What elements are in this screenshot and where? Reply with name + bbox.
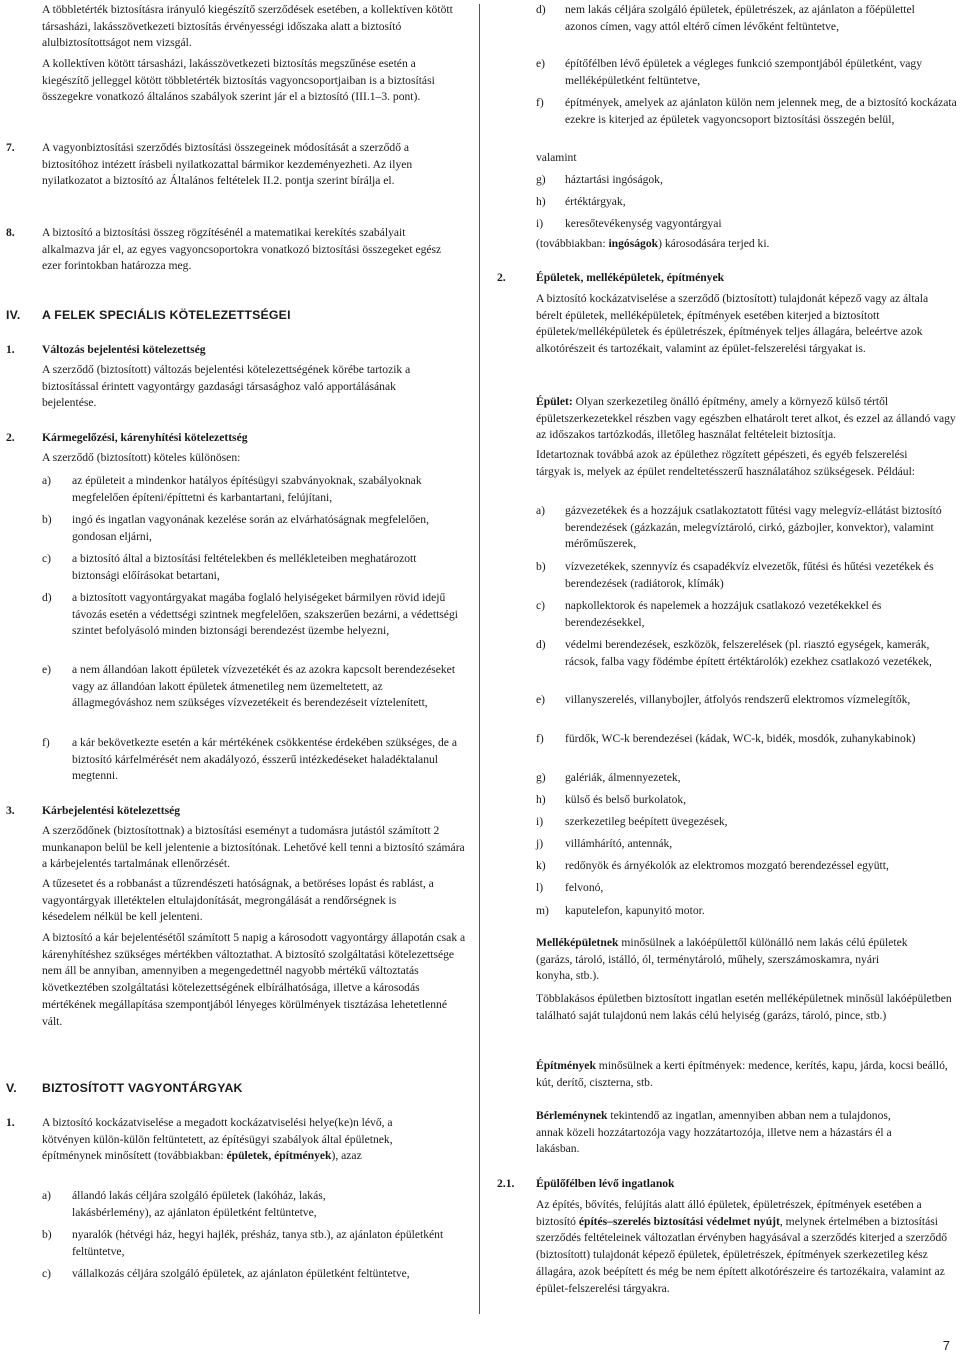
intro-paragraph-2: A kollektíven kötött társasházi, lakásszövetkezeti biztosítás megszűnése esetén a kiegészítő jelleggel kötött többletérték biztosítás vagyoncsoportjaiban is a biztosítási összegekre vonatkozó általános szabályok szerint jár el a biztosító (III.1–3. pont). [42,57,435,104]
list-item-text: háztartási ingóságok, [565,173,663,186]
list-item-letter: i) [536,815,544,828]
list-item-letter: e) [536,57,546,70]
list-item-text: állandó lakás céljára szolgáló épületek (lakóház, lakás, lakásbérlemény), az ajánlaton épületként feltüntetve, [72,1189,326,1219]
r-section-2-title: Épületek, melléképületek, építmények [536,271,725,284]
list-item-letter: h) [536,195,546,208]
valamint-text: valamint [536,151,577,164]
item-7-text: A vagyonbiztosítási szerződés biztosítási összegeinek módosítását a szerződő a biztosítóhoz intézett írásbeli nyilatkozattal bármikor kezdeményezheti. Az ilyen nyilatkozatot a biztosító az Általános feltételek II.2. pontja szerint bírálja el. [42,141,413,188]
section-3-paragraph-3: A biztosító a kár bejelentésétől számított 5 napig a károsodott vagyontárgy állapotán csak a kárenyhítéshez szükséges mértékben változtathat. A biztosító szolgáltatási kötelezettsége nem áll be annyiban, amennyiben a megengedettnél nagyobb mértékű változtatás következtében szolgáltatási kötelezettségének elbírálhatósága, illetve a károsodás mértékének megállapítása szempontjából lényeges körülmények tisztázása lehetetlenné vált. [42,931,466,1028]
list-item-text: ingó és ingatlan vagyonának kezelése során az elvárhatóságnak megfelelően, gondosan eljárni, [72,513,430,543]
list-item-letter: d) [536,3,546,16]
list-item-letter: c) [536,599,546,612]
list-item-letter: d) [536,638,546,651]
list-item-text: a nem állandóan lakott épületek vízvezetékét és az azokra kapcsolt berendezéseket vagy az állandóan lakott épületek átmenetileg nem üzemeltetett, az állagmegóváshoz nem szükséges vízvezetékeit és berendezéseit víztelenített, [72,663,456,710]
section-3-title: Kárbejelentési kötelezettség [42,804,181,817]
item-7-number: 7. [6,141,15,154]
list-item-letter: h) [536,793,546,806]
berlemeny-definition: Bérleménynek tekintendő az ingatlan, amennyiben abban nem a tulajdonos, annak közeli hozzátartozója vagy hozzátartozója, illetve nem a házastárs él a lakásban. [536,1109,892,1156]
list-item-text: keresőtevékenység vagyontárgyai [565,217,722,230]
tobblakasos-paragraph: Többlakásos épületben biztosított ingatlan esetén melléképületnek minősül lakóépületben található saját tulajdonú nem lakás célú helyiség (garázs, tároló, pince, stb.) [536,992,952,1022]
ingosagok-definition: (továbbiakban: ingóságok) károsodására terjed ki. [536,237,770,250]
section-1-text: A szerződő (biztosított) változás bejelentési kötelezettségének körébe tartozik a biztosítással érintett vagyontárgy gazdasági társasághoz való apportálásának bejelentése. [42,363,411,410]
list-item-text: napkollektorok és napelemek a hozzájuk csatlakozó vezetékekkel és berendezésekkel, [565,599,882,629]
item-8-number: 8. [6,226,15,239]
list-item-letter: c) [42,552,52,565]
list-item-letter: b) [536,560,546,573]
list-item-text: a kár bekövetkezte esetén a kár mértékének csökkentése érdekében szükséges, de a biztosító kárfelmérését nem akadályozó, ésszerű intézkedéseket haladéktalanul megtenni. [72,736,457,783]
r-section-2-1-number: 2.1. [497,1177,515,1190]
section-3-paragraph-1: A szerződőnek (biztosítottnak) a biztosítási eseményt a tudomásra jutástól számított 2 munkanapon belül be kell jelentenie a biztosítónak. Lehetővé kell tenni a biztosító számára a kárbejelentés tartalmának ellenőrzését. [42,824,465,871]
list-item-letter: a) [536,504,546,517]
page-number: 7 [942,1338,950,1353]
r-section-2-paragraph: A biztosító kockázatviselése a szerződő (biztosított) tulajdonát képező vagy az általa bérelt épületek, melléképületek, építmények esetében kiterjed a biztosított épületek/melléképületek és épületrészek, építmények teljes állagára, beleértve azok alkotórészeit és tartozékait, valamint az épület-felszerelési tárgyakat is. [536,292,929,356]
r-section-2-1-title: Épülőfélben lévő ingatlanok [536,1177,675,1190]
list-item-letter: l) [536,881,544,894]
section-2-title: Kármegelőzési, kárenyhítési kötelezettség [42,431,248,444]
list-item-letter: f) [536,732,544,745]
list-item-text: nyaralók (hétvégi ház, hegyi hajlék, présház, tanya stb.), az ajánlaton épületként feltüntetve, [72,1228,444,1258]
list-item-letter: g) [536,173,546,186]
list-item-text: fürdők, WC-k berendezései (kádak, WC-k, bidék, mosdók, zuhanykabinok) [565,732,916,745]
list-item-letter: b) [42,513,52,526]
list-item-text: kaputelefon, kapunyitó motor. [565,904,705,917]
epitmenyek-definition: Építmények minősülnek a kerti építmények: medence, kerítés, kapu, járda, kocsi beálló, kút, derítő, ciszterna, stb. [536,1059,948,1089]
list-item-letter: a) [42,1189,52,1202]
section-2-intro: A szerződő (biztosított) köteles különösen: [42,451,241,464]
list-item-text: villámhárító, antennák, [565,837,673,850]
intro-paragraph-1: A többletérték biztosításra irányuló kiegészítő szerződések esetében, a kollektíven kötött társasházi, lakásszövetkezeti biztosítás érvényességi időszaka alatt a biztosító alulbiztosítottságot nem vizsgál. [42,3,453,50]
list-item-text: nem lakás céljára szolgáló épületek, épületrészek, az ajánlaton a főépülettel azonos címen, vagy attól eltérő címen lévőként feltüntetve, [565,3,915,33]
list-item-letter: a) [42,474,52,487]
column-divider [479,4,480,1314]
list-item-letter: b) [42,1228,52,1241]
list-item-text: építőfélben lévő épületek a végleges funkció szempontjából épületként, vagy melléképületként feltüntetve, [565,57,923,87]
idetartoznak-paragraph: Idetartoznak továbbá azok az épülethez rögzített gépészeti, és egyéb felszerelési tárgyak is, melyek az épület rendeltetésszerű használatához szükségesek. Például: [536,448,916,478]
r-section-2-number: 2. [497,271,506,284]
section-v-title: BIZTOSÍTOTT VAGYONTÁRGYAK [42,1081,243,1095]
mellekepulet-definition: Melléképületnek minősülnek a lakóépülettől különálló nem lakás célú épületek (garázs, tároló, istálló, ól, terménytároló, műhely, szerszámoskamra, nyári konyha, stb.). [536,936,908,983]
epulet-definition: Épület: Olyan szerkezetileg önálló építmény, amely a környező külső tértől épületszerkezetekkel részben vagy egészben elhatárolt teret alkot, és ezzel az állandó vagy az időszakos tartózkodás, illetőleg használat feltételeit biztosítja. [536,395,956,442]
list-item-text: értéktárgyak, [565,195,626,208]
section-iv-title: A FELEK SPECIÁLIS KÖTELEZETTSÉGEI [42,308,291,322]
list-item-text: a biztosított vagyontárgyakat magába foglaló helyiségeket bármilyen rövid idejű távozás esetén a védettségi szintnek megfelelően, szakszerűen bezárni, a védettségi szintet befolyásoló minden biztonsági berendezést üzembe helyezni, [72,591,458,638]
list-item-text: galériák, álmennyezetek, [565,771,681,784]
list-item-letter: e) [42,663,52,676]
section-v-number: V. [6,1081,17,1095]
section-2-number: 2. [6,431,15,444]
list-item-text: vállalkozás céljára szolgáló épületek, az ajánlaton épületként feltüntetve, [72,1267,410,1280]
item-8-text: A biztosító a biztosítási összeg rögzítésénél a matematikai kerekítés szabályait alkalmazva jár el, az egyes vagyoncsoportokra vonatkozó biztosítási összegeket egész ezer forintokban határozza meg. [42,226,442,273]
list-item-text: védelmi berendezések, eszközök, felszerelések (pl. riasztó egységek, kamerák, rácsok, falba vagy födémbe épített értéktárolók) ezekhez csatlakozó vezetékek, [565,638,932,668]
list-item-text: villanyszerelés, villanybojler, átfolyós rendszerű elektromos vízmelegítők, [565,693,911,706]
list-item-text: felvonó, [565,881,604,894]
list-item-letter: i) [536,217,544,230]
section-3-paragraph-2: A tűzesetet és a robbanást a tűzrendészeti hatóságnak, a betöréses lopást és rablást, a vagyontárgyak illetéktelen eltulajdonítását, megrongálását a rendőrségnek is késedelem nélkül be kell jelenteni. [42,877,434,924]
section-1-number: 1. [6,343,15,356]
list-item-letter: f) [42,736,50,749]
list-item-text: redőnyök és árnyékolók az elektromos mozgató berendezéssel együtt, [565,859,889,872]
list-item-text: szerkezetileg beépített üvegezések, [565,815,728,828]
list-item-letter: j) [536,837,544,850]
list-item-letter: g) [536,771,546,784]
list-item-text: a biztosító által a biztosítási feltételekben és mellékleteiben meghatározott biztonsági előírásokat betartani, [72,552,417,582]
list-item-text: építmények, amelyek az ajánlaton külön nem jelennek meg, de a biztosító kockázata ezekre is kiterjed az épületek vagyoncsoport biztosítási összegén belül, [565,96,957,126]
list-item-letter: c) [42,1267,52,1280]
v1-text: A biztosító kockázatviselése a megadott kockázatviselési helye(ke)n lévő, a kötvényen külön-külön feltüntetett, az építésügyi szabályok által épületnek, építménynek minősített (továbbiakban: épületek, építmények), azaz [42,1116,393,1163]
list-item-letter: m) [536,904,549,917]
r-section-2-1-text: Az építés, bővítés, felújítás alatt álló épületek, épületrészek, építmények esetében a biztosító építés–szerelés biztosítási védelmet nyújt, melynek értelmében a biztosítási szerződés feltételeinek változatlan érvényben hagyásával a szerződés kiterjed a szerződő (biztosított) tulajdonát képező épületek, épületrészek, építmények szerkezetileg kész állagára, azok beépített és még be nem épített alkotórészeire és tartozékaira, valamint az épület-felszerelési tárgyakra. [536,1198,948,1295]
section-3-number: 3. [6,804,15,817]
list-item-letter: k) [536,859,546,872]
list-item-letter: d) [42,591,52,604]
section-1-title: Változás bejelentési kötelezettség [42,343,206,356]
list-item-text: külső és belső burkolatok, [565,793,687,806]
list-item-letter: e) [536,693,546,706]
list-item-text: vízvezetékek, szennyvíz és csapadékvíz elvezetők, fűtési és hűtési vezetékek és berendezések (radiátorok, klímák) [565,560,934,590]
section-iv-number: IV. [6,308,21,322]
v1-number: 1. [6,1116,15,1129]
list-item-text: gázvezetékek és a hozzájuk csatlakoztatott fűtési vagy melegvíz-ellátást biztosító berendezések (gázkazán, melegvíztároló, cirkó, gázbojler, konvektor), valamint mérőműszerek, [565,504,942,551]
list-item-letter: f) [536,96,544,109]
list-item-text: az épületeit a mindenkor hatályos építésügyi szabványoknak, szabályoknak megfelelően építeni/építtetni és karbantartani, felújítani, [72,474,422,504]
